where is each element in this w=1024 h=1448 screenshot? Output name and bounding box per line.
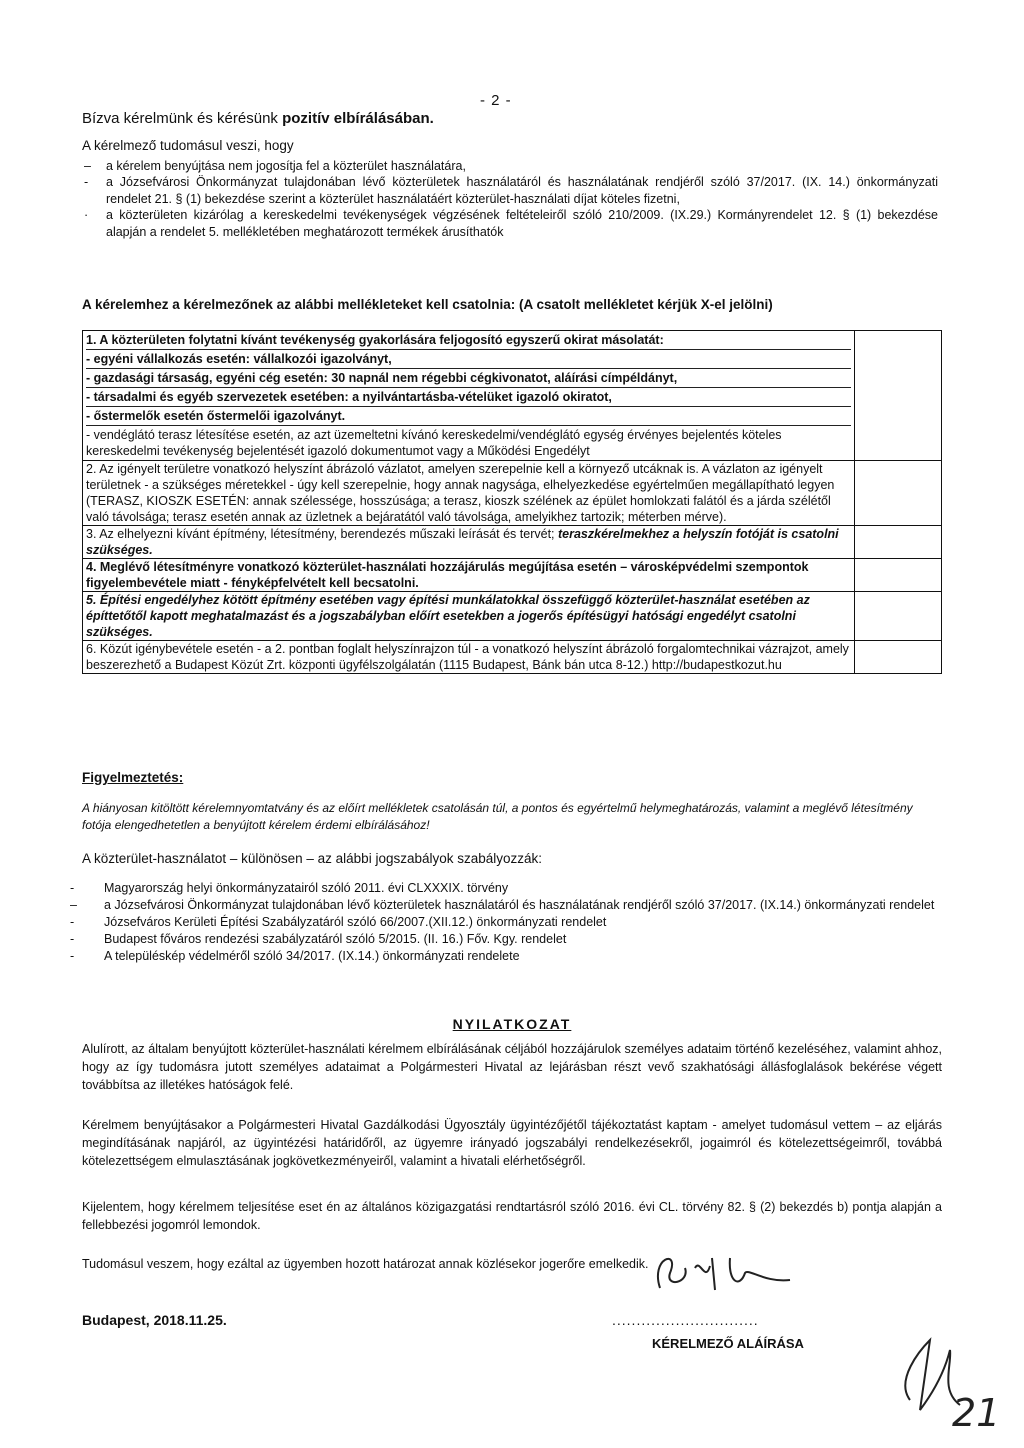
requirement-row-5 bbox=[83, 592, 942, 641]
warning-text: A hiányosan kitöltött kérelemnyomtatvány és az előírt mellékletek csatolásán túl, a pontos és egyértelmű helymeghatározás, valamint a meglévő létesítmény fotója elengedhetetlen a benyújtott kérelem érdemi elbírálásához! bbox=[82, 801, 913, 832]
laws-list bbox=[66, 880, 940, 965]
law-item: - Magyarország helyi önkormányzatairól szóló 2011. évi CLXXXIX. törvény bbox=[70, 881, 509, 895]
requirement-text: 2. Az igényelt területre vonatkozó helyszínt ábrázoló vázlatot, amelyen szerepelnie kell a környező utcáknak is. A vázlaton az igényelt területnek - a szükséges méretekkel - úgy kell szerepelnie, hogy annak nagysága, elhelyezkedése egyértelműen megállapítható legyen (TERASZ, KIOSZK ESETÉN: annak szélessége, hosszúsága; a terasz, kioszk szélének az épület homlokzati falától és a járda szélétől való távolsága; terasz esetén annak az üzletnek a bejáratától való távolsága, amelyikhez tartozik; méterben mérve). bbox=[83, 461, 855, 526]
signature-label: KÉRELMEZŐ ALÁÍRÁSA bbox=[652, 1336, 804, 1351]
law-item: - A településkép védelméről szóló 34/2017. (IX.14.) önkormányzati rendelete bbox=[70, 949, 520, 963]
closing-prefix: Bízva kérelmünk és kérésünk bbox=[82, 110, 283, 127]
warning-heading: Figyelmeztetés: bbox=[82, 770, 184, 785]
req1-sub: - gazdasági társaság, egyéni cég esetén: 30 napnál nem régebbi cégkivonatot, aláírási címpéldányt, bbox=[86, 369, 851, 388]
requirement-text: 6. Közút igénybevétele esetén - a 2. pontban foglalt helyszínrajzon túl - a vonatkozó helyszínt ábrázoló forgalomtechnikai vázrajzot, amely beszerezhető a Budapest Közút Zrt. központi ügyfélszolgálatán (1115 Budapest, Bánk bán utca 8-12.) http://budapestkozut.hu bbox=[83, 641, 855, 674]
requirement-row-3 bbox=[83, 526, 942, 559]
ack-item: · a közterületen kizárólag a kereskedelmi tevékenységek végzésének feltételeiről szóló 210/2009. (IX.29.) Kormányrendelet 12. § (1) bekezdése alapján a rendelet 5. mellékletében meghatározott termékek árusíthatók bbox=[84, 208, 938, 239]
closing-line bbox=[82, 110, 434, 127]
checkbox-cell[interactable] bbox=[855, 331, 942, 461]
laws-intro: A közterület-használatot – különösen – az alábbi jogszabályok szabályozzák: bbox=[82, 851, 543, 866]
requirement-text: 4. Meglévő létesítményre vonatkozó közterület-használati hozzájárulás megújítása esetén – városképvédelmi szempontok figyelembevétele miatt - fényképfelvételt kell becsatolni. bbox=[83, 559, 855, 592]
handwritten-initials bbox=[890, 1330, 1000, 1430]
handwritten-signature bbox=[640, 1228, 800, 1308]
declaration-paragraph-1: Alulírott, az általam benyújtott közterület-használati kérelmem elbírálásának céljából hozzájárulok személyes adataim történő kezeléséhez, valamint ahhoz, hogy az így tudomásra jutott személyes adataimat a Polgármesteri Hivatal az lejárásban részt vevő szakhatósági állásfoglalások bekérése végett továbbítsa az illetékes hatóságok felé. bbox=[82, 1042, 942, 1092]
signature-line: .............................. bbox=[612, 1312, 759, 1328]
ack-intro: A kérelmező tudomásul veszi, hogy bbox=[82, 138, 294, 153]
declaration-title: NYILATKOZAT bbox=[452, 1016, 572, 1032]
law-item: - Józsefváros Kerületi Építési Szabályzatáról szóló 66/2007.(XII.12.) önkormányzati rendelet bbox=[70, 915, 607, 929]
attachments-table bbox=[82, 330, 942, 674]
req1-sub: - társadalmi és egyéb szervezetek esetében: a nyilvántartásba-vételüket igazoló okiratot, bbox=[86, 388, 851, 407]
req1-sub: - őstermelők esetén őstermelői igazolványt. bbox=[86, 407, 851, 426]
checkbox-cell[interactable] bbox=[855, 461, 942, 526]
checkbox-cell[interactable] bbox=[855, 559, 942, 592]
requirement-row-2 bbox=[83, 461, 942, 526]
requirement-row-4 bbox=[83, 559, 942, 592]
initials-number: 21 bbox=[952, 1391, 1000, 1430]
req1-sub: - egyéni vállalkozás esetén: vállalkozói igazolványt, bbox=[86, 350, 851, 369]
requirement-text: 5. Építési engedélyhez kötött építmény esetében vagy építési munkálatokkal összefüggő közterület-használat esetében az építtetőtől kapott meghatalmazást és a jogszabályban előírt esetekben a jogerős építésügyi hatósági engedélyt csatolni szükséges. bbox=[83, 592, 855, 641]
req1-sub: - vendéglátó terasz létesítése esetén, az azt üzemeltetni kívánó kereskedelmi/vendéglátó egység érvényes bejelentés köteles kereskedelmi tevékenység bejelentését igazoló dokumentumot vagy a Működési Engedélyt bbox=[86, 428, 782, 458]
law-item: - Budapest főváros rendezési szabályzatáról szóló 5/2015. (II. 16.) Főv. Kgy. rendelet bbox=[70, 932, 567, 946]
law-item: – a Józsefvárosi Önkormányzat tulajdonában lévő közterületek használatáról és használatának rendjéről szóló 37/2017. (IX.14.) önkormányzati rendelet bbox=[70, 898, 935, 912]
declaration-paragraph-4: Tudomásul veszem, hogy ezáltal az ügyemben hozott határozat annak közlésekor jogerőre emelkedik. bbox=[82, 1257, 649, 1271]
declaration-paragraph-2: Kérelmem benyújtásakor a Polgármesteri Hivatal Gazdálkodási Ügyosztály ügyintézőjétől tájékoztatást kaptam - amelyet tudomásul vettem – az eljárás megindításának napjáról, az ügyintézési határidőről, az ügyemre irányadó jogszabályi rendelkezésekről, jogaimról és kötelezettségeimről, továbbá kötelezettségem elmulasztásának jogkövetkezményeiről, valamint a hivatali elérhetőségről. bbox=[82, 1118, 942, 1168]
page-number: - 2 - bbox=[480, 92, 512, 109]
acknowledgement-section bbox=[82, 138, 938, 240]
declaration-paragraph-3: Kijelentem, hogy kérelmem teljesítése eset én az általános közigazgatási rendtartásról szóló 2016. évi CL. törvény 82. § (2) bekezdés b) pontja alapján a fellebbezési jogomról lemondok. bbox=[82, 1200, 942, 1232]
attachments-title: A kérelemhez a kérelmezőnek az alábbi mellékleteket kell csatolnia: (A csatolt mellékletet kérjük X-el jelölni) bbox=[82, 297, 773, 312]
requirement-text bbox=[83, 331, 855, 461]
requirement-text: 3. Az elhelyezni kívánt építmény, létesítmény, berendezés műszaki leírását és tervét; teraszkérelmekhez a helyszín fotóját is csatolni szükséges. bbox=[83, 526, 855, 559]
req1-title: 1. A közterületen folytatni kívánt tevékenység gyakorlására feljogosító egyszerű okirat másolatát: bbox=[86, 331, 851, 350]
checkbox-cell[interactable] bbox=[855, 641, 942, 674]
requirement-row-6 bbox=[83, 641, 942, 674]
place-date: Budapest, 2018.11.25. bbox=[82, 1312, 227, 1328]
checkbox-cell[interactable] bbox=[855, 526, 942, 559]
requirement-row-1 bbox=[83, 331, 942, 461]
closing-bold: pozitív elbírálásában. bbox=[282, 110, 434, 127]
ack-item: - a Józsefvárosi Önkormányzat tulajdonában lévő közterületek használatáról és használatának rendjéről szóló 37/2017. (IX. 14.) önkormányzati rendelet 21. § (1) bekezdése szerint a közterület használatáért közterület-használati díjat köteles fizetni, bbox=[84, 175, 938, 206]
checkbox-cell[interactable] bbox=[855, 592, 942, 641]
ack-item: – a kérelem benyújtása nem jogosítja fel a közterület használatára, bbox=[84, 158, 466, 173]
